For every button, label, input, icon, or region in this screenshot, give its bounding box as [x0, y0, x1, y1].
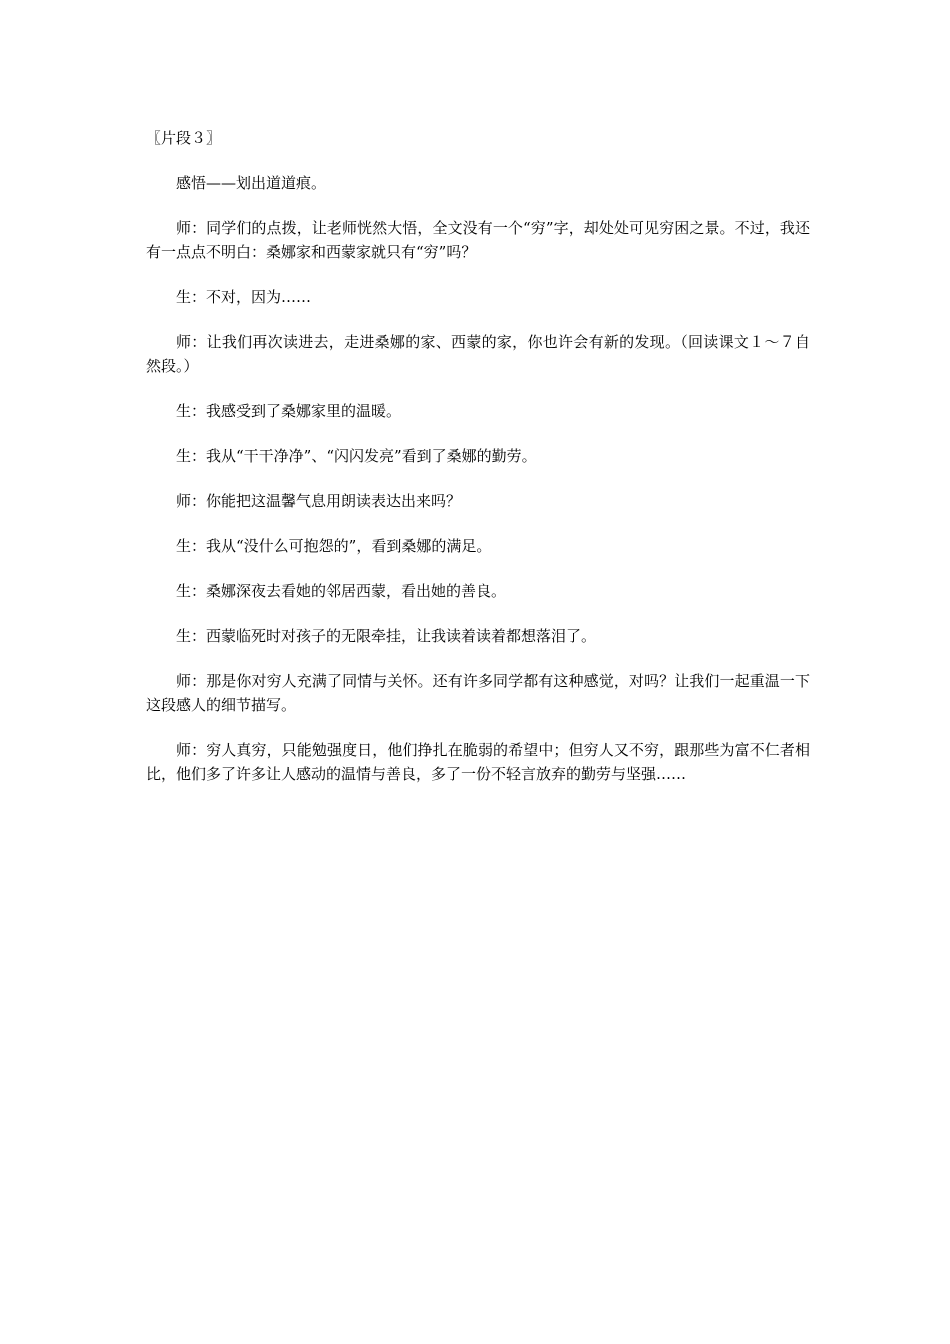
paragraph-8: 生：我从“没什么可抱怨的”，看到桑娜的满足。 [176, 537, 492, 555]
paragraph-10: 生：西蒙临死时对孩子的无限牵挂，让我读着读着都想落泪了。 [176, 627, 597, 645]
paragraph-11: 师：那是你对穷人充满了同情与关怀。还有许多同学都有这种感觉，对吗？让我们一起重温一下这段感人的细节描写。 [146, 672, 810, 714]
paragraph-4: 师：让我们再次读进去，走进桑娜的家、西蒙的家，你也许会有新的发现。（回读课文１～７自然段。） [146, 333, 810, 375]
paragraph-9: 生：桑娜深夜去看她的邻居西蒙，看出她的善良。 [176, 582, 507, 600]
paragraph-7: 师：你能把这温馨气息用朗读表达出来吗？ [176, 492, 462, 510]
paragraph-6: 生：我从“干干净净”、“闪闪发亮”看到了桑娜的勤劳。 [176, 447, 537, 465]
paragraph-3: 生：不对，因为…… [176, 288, 312, 306]
paragraph-1: 感悟——划出道道痕。 [176, 174, 327, 192]
document-body [146, 126, 810, 807]
section-heading: 〖片段３〗 [146, 129, 222, 147]
paragraph-2: 师：同学们的点拨，让老师恍然大悟，全文没有一个“穷”字，却处处可见穷困之景。不过，我还有一点点不明白：桑娜家和西蒙家就只有“穷”吗？ [146, 219, 810, 261]
paragraph-12: 师：穷人真穷，只能勉强度日，他们挣扎在脆弱的希望中；但穷人又不穷，跟那些为富不仁者相比，他们多了许多让人感动的温情与善良，多了一份不轻言放弃的勤劳与坚强…… [146, 741, 810, 783]
paragraph-5: 生：我感受到了桑娜家里的温暖。 [176, 402, 402, 420]
